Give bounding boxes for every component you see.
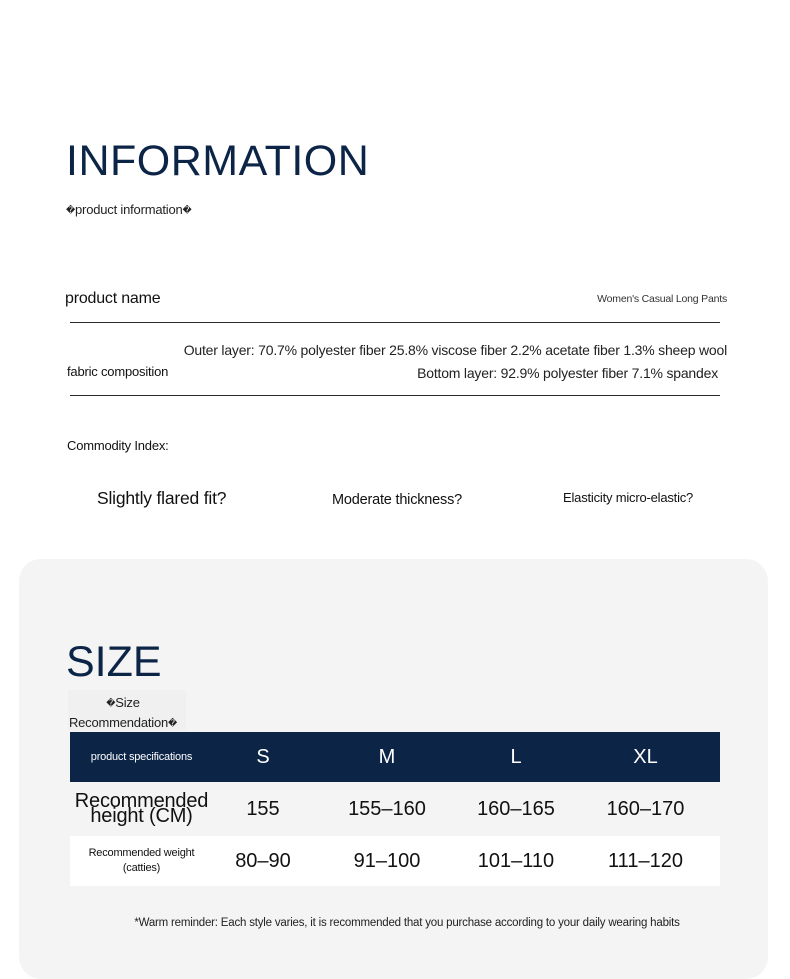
header-label: product specifications (90, 750, 193, 763)
height-xl: 160–170 (606, 797, 685, 820)
weight-l: 101–110 (477, 849, 555, 872)
divider (70, 395, 720, 396)
table-row (70, 836, 720, 886)
index-elasticity: Elasticity micro-elastic? (563, 490, 694, 505)
product-name-label: product name (65, 290, 161, 307)
size-xl: XL (633, 745, 658, 768)
size-m: M (378, 745, 396, 768)
size-l: L (510, 745, 522, 768)
size-title: SIZE (66, 638, 162, 686)
subtitle-glyph-left: � (106, 698, 116, 708)
warm-reminder: *Warm reminder: Each style varies, it is recommended that you purchase according to your daily wearing habits (134, 917, 680, 929)
fabric-bottom-layer: Bottom layer: 92.9% polyester fiber 7.1% spandex (417, 365, 718, 381)
size-table-header (70, 732, 720, 782)
information-title: INFORMATION (66, 137, 370, 185)
row-label-height: Recommended height (CM) (74, 790, 209, 827)
size-table (70, 732, 720, 886)
subtitle-glyph-left: � (66, 205, 76, 215)
divider (70, 322, 720, 323)
index-thickness: Moderate thickness? (332, 492, 462, 508)
height-l: 160–165 (477, 797, 555, 820)
weight-xl: 111–120 (608, 849, 683, 872)
subtitle-glyph-right: � (182, 205, 192, 215)
height-m: 155–160 (348, 797, 426, 820)
weight-m: 91–100 (353, 849, 421, 872)
index-fit: Slightly flared fit? (97, 488, 227, 508)
size-subtitle-text: Size Recommendation (68, 695, 169, 730)
information-subtitle-text: product information (75, 202, 183, 217)
fabric-composition-label: fabric composition (67, 364, 169, 379)
size-s: S (256, 745, 270, 768)
commodity-index-label: Commodity Index: (67, 438, 169, 453)
height-s: 155 (246, 797, 280, 820)
size-subtitle (68, 693, 178, 733)
information-subtitle (66, 202, 192, 217)
table-row (70, 782, 720, 836)
row-label-weight: Recommended weight (catties) (88, 847, 195, 874)
subtitle-glyph-right: � (168, 718, 178, 728)
fabric-outer-layer: Outer layer: 70.7% polyester fiber 25.8% viscose fiber 2.2% acetate fiber 1.3% sheep wool (183, 342, 727, 358)
weight-s: 80–90 (235, 849, 291, 872)
product-name-value: Women's Casual Long Pants (597, 293, 727, 305)
